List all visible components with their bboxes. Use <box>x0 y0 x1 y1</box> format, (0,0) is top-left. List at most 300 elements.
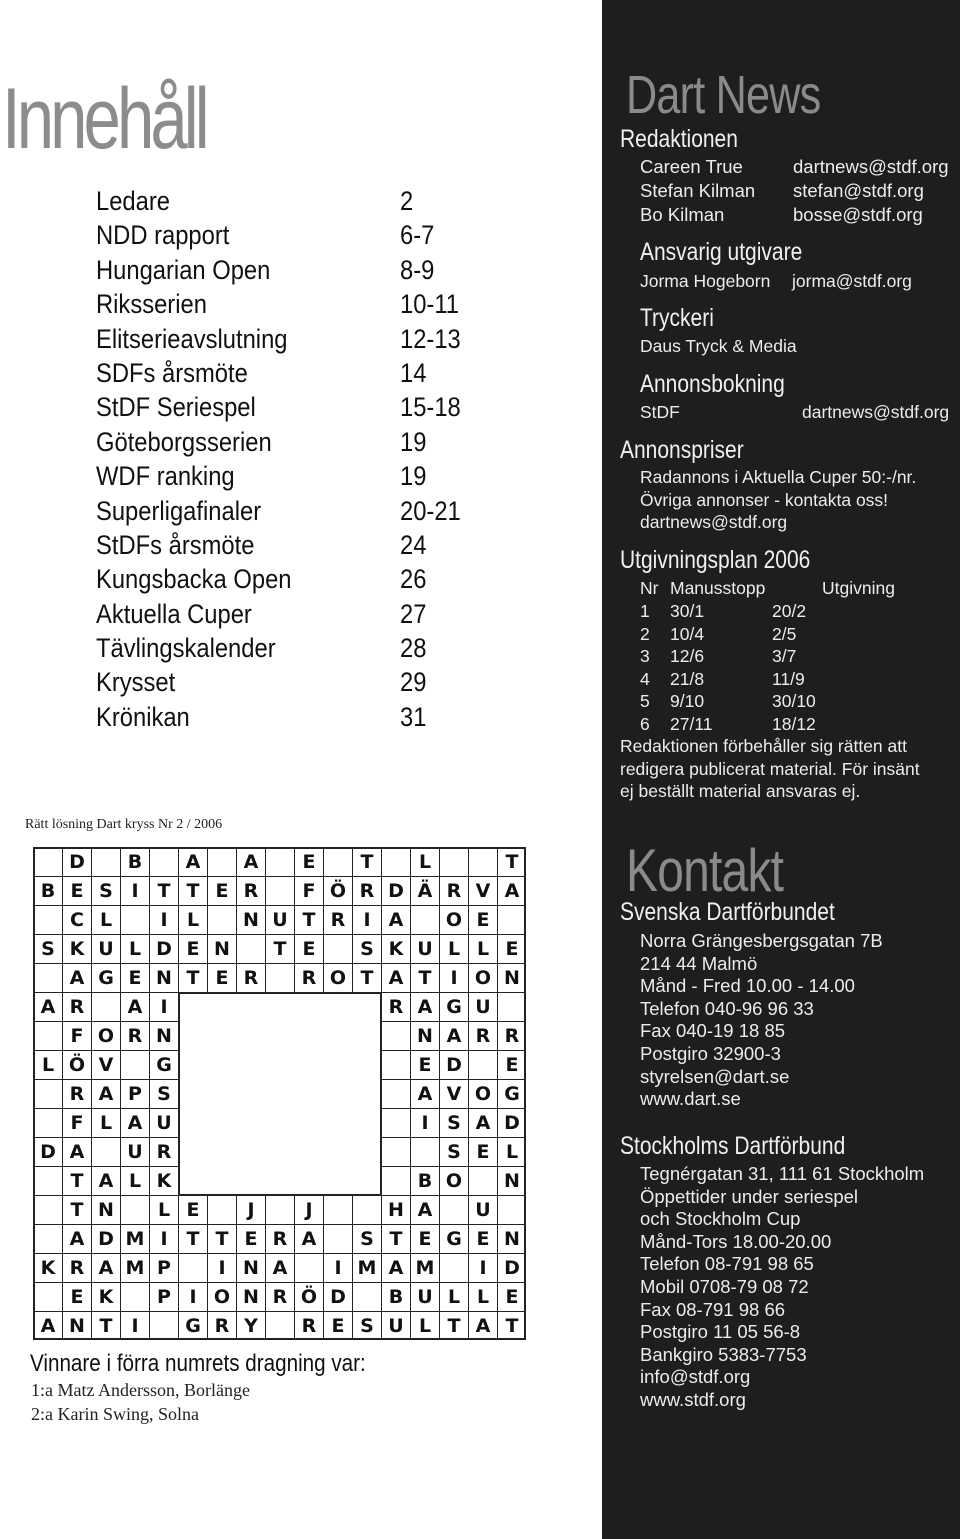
crossword-cell: I <box>178 1282 207 1311</box>
crossword-cell <box>120 1050 149 1079</box>
crossword-cell: I <box>323 1253 352 1282</box>
price-email[interactable]: dartnews@stdf.org <box>640 512 788 532</box>
crossword-cell: G <box>149 1050 178 1079</box>
contact-line: Månd-Tors 18.00-20.00 <box>640 1230 832 1252</box>
crossword-cell <box>149 847 178 876</box>
crossword-cell: S <box>439 1108 468 1137</box>
crossword-cell: A <box>381 905 410 934</box>
crossword-cell: L <box>410 847 439 876</box>
crossword-cell: K <box>381 934 410 963</box>
crossword-cell <box>381 1137 410 1166</box>
crossword-cell: M <box>120 1253 149 1282</box>
crossword-cell: D <box>381 876 410 905</box>
toc-entry-title: Krönikan <box>96 701 190 732</box>
toc-entry-title: WDF ranking <box>96 461 235 492</box>
crossword-cell: U <box>410 934 439 963</box>
crossword-cell: L <box>120 1166 149 1195</box>
crossword-cell: L <box>439 934 468 963</box>
crossword-cell: A <box>178 847 207 876</box>
crossword-cell: V <box>468 876 497 905</box>
crossword-cell: U <box>149 1108 178 1137</box>
crossword-cell: H <box>381 1195 410 1224</box>
crossword-cell: N <box>497 963 526 992</box>
crossword-cell <box>323 1195 352 1224</box>
crossword-cell: A <box>120 1108 149 1137</box>
crossword-cell: G <box>439 992 468 1021</box>
crossword-cell <box>178 1253 207 1282</box>
crossword-cell: Y <box>236 1311 265 1340</box>
crossword-cell <box>265 876 294 905</box>
annonsbokning-heading: Annonsbokning <box>640 370 785 398</box>
crossword-cell: R <box>468 1021 497 1050</box>
crossword-cell: Ö <box>294 1282 323 1311</box>
crossword-cell: K <box>91 1282 120 1311</box>
crossword-cell: Ö <box>323 876 352 905</box>
crossword-cell: L <box>91 1108 120 1137</box>
toc-entry-page: 6-7 <box>400 220 435 251</box>
crossword-cell <box>439 847 468 876</box>
toc-entry-page: 12-13 <box>400 323 461 354</box>
crossword-cell: Ä <box>410 876 439 905</box>
crossword-cell: E <box>62 876 91 905</box>
crossword-cell: A <box>439 1021 468 1050</box>
crossword-cell <box>439 1253 468 1282</box>
crossword-cell: R <box>62 1253 91 1282</box>
contact-line: Tegnérgatan 31, 111 61 Stockholm <box>640 1163 925 1184</box>
editor-email[interactable]: bosse@stdf.org <box>793 204 923 225</box>
crossword-cell <box>410 905 439 934</box>
crossword-cell <box>207 847 236 876</box>
crossword-cell <box>468 847 497 876</box>
plan-cell: 30/10 <box>772 691 816 712</box>
crossword-cell: A <box>236 847 265 876</box>
toc-entry-page: 26 <box>400 564 427 595</box>
crossword-cell <box>497 1195 526 1224</box>
toc-entry-page: 28 <box>400 633 427 664</box>
utgivningsplan-heading: Utgivningsplan 2006 <box>620 546 811 574</box>
crossword-cell: Ö <box>62 1050 91 1079</box>
crossword-cell: T <box>352 963 381 992</box>
crossword-cell: D <box>91 1224 120 1253</box>
price-line: Radannons i Aktuella Cuper 50:-/nr. <box>640 467 917 487</box>
plan-cell: 9/10 <box>670 691 705 712</box>
contact-link[interactable]: info@stdf.org <box>640 1366 751 1388</box>
contact-line: Fax 040-19 18 85 <box>640 1020 786 1042</box>
crossword-cell: L <box>468 1282 497 1311</box>
crossword-cell: S <box>149 1079 178 1108</box>
winners-title: Vinnare i förra numrets dragning var: <box>30 1350 366 1377</box>
crossword-cell: A <box>120 992 149 1021</box>
plan-note: Redaktionen förbehåller sig rätten att <box>620 736 907 756</box>
crossword-cell <box>33 1079 62 1108</box>
crossword-cell: D <box>62 847 91 876</box>
crossword-cell: E <box>468 905 497 934</box>
crossword-cell: T <box>410 963 439 992</box>
crossword-cell: J <box>236 1195 265 1224</box>
crossword-cell: A <box>91 1253 120 1282</box>
crossword-cell: A <box>33 1311 62 1340</box>
crossword-cell: J <box>294 1195 323 1224</box>
winner-second: 2:a Karin Swing, Solna <box>31 1404 199 1424</box>
toc-entry-title: Kungsbacka Open <box>96 564 292 595</box>
crossword-cell: I <box>120 876 149 905</box>
crossword-cell <box>381 1079 410 1108</box>
plan-cell: 5 <box>640 691 650 712</box>
plan-cell: 12/6 <box>670 646 705 667</box>
crossword-cell: U <box>468 1195 497 1224</box>
crossword-cell: V <box>91 1050 120 1079</box>
crossword-cell: D <box>497 1108 526 1137</box>
crossword-cell: G <box>497 1079 526 1108</box>
plan-note: ej beställt material ansvaras ej. <box>620 781 861 801</box>
crossword-cell: P <box>149 1282 178 1311</box>
toc-entry-page: 8-9 <box>400 254 435 285</box>
crossword-cell: S <box>439 1137 468 1166</box>
crossword-cell: E <box>497 1282 526 1311</box>
plan-cell: 2 <box>640 623 650 644</box>
crossword-cell: K <box>33 1253 62 1282</box>
crossword-cell: N <box>91 1195 120 1224</box>
crossword-cell: N <box>62 1311 91 1340</box>
contact-line: Fax 08-791 98 66 <box>640 1298 786 1320</box>
crossword-cell <box>265 1195 294 1224</box>
crossword-cell: A <box>91 1079 120 1108</box>
crossword-cell: O <box>91 1021 120 1050</box>
plan-cell: 11/9 <box>772 668 805 689</box>
contact-line: Bankgiro 5383-7753 <box>640 1343 807 1365</box>
crossword-cell: A <box>62 963 91 992</box>
crossword-cell: R <box>149 1137 178 1166</box>
crossword-cell: R <box>62 1079 91 1108</box>
crossword-cell: R <box>120 1021 149 1050</box>
toc-entry-title: Riksserien <box>96 289 207 320</box>
booking-name: StDF <box>640 402 680 422</box>
plan-cell: 1 <box>640 601 650 621</box>
crossword-cell: T <box>381 1224 410 1253</box>
crossword-cell: O <box>207 1282 236 1311</box>
plan-col-nr: Nr <box>640 578 659 598</box>
crossword-cell: N <box>149 1021 178 1050</box>
crossword-cell <box>33 1195 62 1224</box>
crossword-cell <box>497 905 526 934</box>
crossword-cell: E <box>120 963 149 992</box>
crossword-cell: O <box>468 1079 497 1108</box>
toc-entry-title: StDF Seriespel <box>96 392 256 423</box>
crossword-cell <box>294 1253 323 1282</box>
toc-entry-title: StDFs årsmöte <box>96 529 255 560</box>
crossword-cell: I <box>120 1311 149 1340</box>
crossword-cell: L <box>497 1137 526 1166</box>
stdf-heading: Stockholms Dartförbund <box>620 1132 846 1160</box>
crossword-cell: F <box>294 876 323 905</box>
crossword-cell <box>91 992 120 1021</box>
crossword-cell <box>468 1166 497 1195</box>
contact-line: Telefon 08-791 98 65 <box>640 1253 814 1275</box>
toc-entry-title: NDD rapport <box>96 220 230 251</box>
info-column <box>602 0 960 1539</box>
toc-entry-page: 19 <box>400 426 427 457</box>
tryckeri-heading: Tryckeri <box>640 304 714 332</box>
plan-cell: 4 <box>640 668 650 689</box>
crossword-cell: A <box>468 1311 497 1340</box>
toc-entry-page: 10-11 <box>400 289 460 320</box>
crossword-cell: S <box>352 934 381 963</box>
contact-line: 214 44 Malmö <box>640 952 758 974</box>
crossword-cell: R <box>323 905 352 934</box>
editor-name: Careen True <box>640 156 743 177</box>
crossword-cell: R <box>294 1311 323 1340</box>
crossword-cell <box>410 1137 439 1166</box>
crossword-cell: P <box>149 1253 178 1282</box>
crossword-cell <box>468 1050 497 1079</box>
toc-entry-title: Aktuella Cuper <box>96 598 252 629</box>
crossword-cell: T <box>497 847 526 876</box>
crossword-cell: M <box>120 1224 149 1253</box>
crossword-cell: E <box>207 963 236 992</box>
crossword-cell: L <box>178 905 207 934</box>
crossword-cell <box>381 1108 410 1137</box>
crossword-cell: R <box>497 1021 526 1050</box>
crossword-cell <box>120 1282 149 1311</box>
editor-name: Bo Kilman <box>640 204 725 225</box>
plan-note: redigera publicerat material. För insänt <box>620 759 920 779</box>
contact-line: och Stockholm Cup <box>640 1208 801 1230</box>
crossword-cell: R <box>265 1282 294 1311</box>
crossword-cell <box>91 1137 120 1166</box>
contents-heading: Innehåll <box>2 71 206 167</box>
crossword-cell: B <box>120 847 149 876</box>
crossword-cell: I <box>352 905 381 934</box>
annonspriser-heading: Annonspriser <box>620 436 744 464</box>
crossword-cell: N <box>236 1282 265 1311</box>
crossword-cell: N <box>497 1224 526 1253</box>
toc-entry-page: 31 <box>400 701 427 732</box>
crossword-cell: O <box>323 963 352 992</box>
contact-line: Telefon 040-96 96 33 <box>640 997 814 1019</box>
crossword-cell: I <box>149 1224 178 1253</box>
crossword-cell: O <box>439 1166 468 1195</box>
crossword-cell <box>323 1224 352 1253</box>
plan-cell: 27/11 <box>670 714 713 734</box>
toc-entry-title: Hungarian Open <box>96 254 271 285</box>
toc-entry-title: Elitserieavslutning <box>96 323 288 354</box>
crossword-cell: V <box>439 1079 468 1108</box>
crossword-cell: N <box>410 1021 439 1050</box>
crossword-cell: A <box>410 1195 439 1224</box>
crossword-cell: K <box>149 1166 178 1195</box>
crossword-cell: I <box>149 992 178 1021</box>
crossword-cell <box>33 1224 62 1253</box>
crossword-cell: N <box>149 963 178 992</box>
crossword-cell: T <box>352 847 381 876</box>
crossword-cell: R <box>265 1224 294 1253</box>
crossword-cell: S <box>352 1224 381 1253</box>
crossword-cell <box>207 905 236 934</box>
crossword-cell: E <box>207 876 236 905</box>
editor-email[interactable]: dartnews@stdf.org <box>793 156 949 177</box>
crossword-cell: A <box>33 992 62 1021</box>
crossword-cell: A <box>62 1224 91 1253</box>
crossword-cell: E <box>497 934 526 963</box>
crossword-cell: A <box>381 963 410 992</box>
crossword-cell: E <box>178 934 207 963</box>
booking-email[interactable]: dartnews@stdf.org <box>802 402 950 422</box>
crossword-cell: E <box>178 1195 207 1224</box>
crossword-cell: E <box>468 1137 497 1166</box>
crossword-cell: E <box>410 1224 439 1253</box>
crossword-cell: G <box>439 1224 468 1253</box>
crossword-cell: S <box>352 1311 381 1340</box>
crossword-cell <box>265 1311 294 1340</box>
plan-cell: 6 <box>640 714 650 734</box>
crossword-cell <box>91 847 120 876</box>
crossword-cell: G <box>178 1311 207 1340</box>
contact-line: Mobil 0708-79 08 72 <box>640 1276 809 1297</box>
crossword-cell: U <box>91 934 120 963</box>
crossword-cell <box>207 1195 236 1224</box>
toc-entry-page: 14 <box>400 357 427 388</box>
toc-entry-page: 20-21 <box>400 495 461 526</box>
toc-entry-page: 19 <box>400 461 427 492</box>
crossword-cell: D <box>323 1282 352 1311</box>
crossword-cell <box>265 847 294 876</box>
crossword-cell: T <box>178 963 207 992</box>
plan-cell: 21/8 <box>670 668 705 689</box>
contact-line: Norra Grängesbergsgatan 7B <box>640 930 883 951</box>
contact-line: Månd - Fred 10.00 - 14.00 <box>640 975 855 997</box>
toc-entry-title: Superligafinaler <box>96 495 262 526</box>
crossword-cell <box>381 1050 410 1079</box>
crossword-cell: O <box>439 905 468 934</box>
crossword-cell: T <box>294 905 323 934</box>
crossword-cell: A <box>410 992 439 1021</box>
crossword-cell: S <box>33 934 62 963</box>
crossword-cell: P <box>120 1079 149 1108</box>
crossword-cell: D <box>33 1137 62 1166</box>
publisher-name: Jorma Hogeborn <box>640 271 771 291</box>
kontakt-title: Kontakt <box>626 837 784 904</box>
crossword-cell: E <box>294 934 323 963</box>
crossword-cell: K <box>62 934 91 963</box>
crossword-cell: U <box>468 992 497 1021</box>
crossword-cell: T <box>178 876 207 905</box>
crossword-cell: S <box>91 876 120 905</box>
toc-entry-title: Tävlingskalender <box>96 633 276 664</box>
crossword-cell: R <box>439 876 468 905</box>
contact-line: Postgiro 32900-3 <box>640 1043 781 1064</box>
crossword-cell: B <box>33 876 62 905</box>
crossword-cell: E <box>236 1224 265 1253</box>
crossword-cell <box>33 1021 62 1050</box>
crossword-cell: L <box>410 1311 439 1340</box>
editor-name: Stefan Kilman <box>640 180 756 201</box>
crossword-cell: D <box>439 1050 468 1079</box>
crossword-cell <box>149 1311 178 1340</box>
crossword-cell: I <box>410 1108 439 1137</box>
contact-link[interactable]: styrelsen@dart.se <box>640 1065 790 1087</box>
crossword-cell: N <box>236 1253 265 1282</box>
crossword-cell: N <box>207 934 236 963</box>
crossword-cell: E <box>62 1282 91 1311</box>
crossword-cell: C <box>62 905 91 934</box>
crossword-cell: N <box>497 1166 526 1195</box>
crossword-cell: R <box>294 963 323 992</box>
editor-email[interactable]: stefan@stdf.org <box>793 180 924 201</box>
crossword-cell <box>33 1282 62 1311</box>
contact-line: Öppettider under seriespel <box>640 1185 859 1207</box>
crossword-cell <box>33 905 62 934</box>
crossword-cell <box>33 963 62 992</box>
crossword-cell: A <box>410 1079 439 1108</box>
crossword-cell <box>236 934 265 963</box>
crossword-cell: B <box>381 1282 410 1311</box>
crossword-cell: B <box>410 1166 439 1195</box>
redaktionen-heading: Redaktionen <box>620 125 738 153</box>
contact-line: Postgiro 11 05 56-8 <box>640 1321 801 1343</box>
crossword-cell <box>120 1195 149 1224</box>
crossword-cell: R <box>62 992 91 1021</box>
publisher-email[interactable]: jorma@stdf.org <box>792 271 912 291</box>
crossword-cell: E <box>323 1311 352 1340</box>
crossword-cell: F <box>62 1108 91 1137</box>
sdf-heading: Svenska Dartförbundet <box>620 898 835 926</box>
toc-entry-title: Ledare <box>96 186 170 216</box>
crossword-cell: E <box>468 1224 497 1253</box>
crossword-cell: L <box>120 934 149 963</box>
toc-entry-page: 15-18 <box>400 392 461 423</box>
plan-col-manusstopp: Manusstopp <box>670 578 766 598</box>
crossword-cell: A <box>468 1108 497 1137</box>
crossword-cell: A <box>265 1253 294 1282</box>
plan-cell: 10/4 <box>670 623 705 644</box>
crossword-caption: Rätt lösning Dart kryss Nr 2 / 2006 <box>25 817 223 832</box>
crossword-cell: O <box>468 963 497 992</box>
plan-cell: 2/5 <box>772 623 797 644</box>
crossword-cell: I <box>149 905 178 934</box>
crossword-cell <box>352 1282 381 1311</box>
crossword-cell <box>120 905 149 934</box>
crossword-cell: E <box>410 1050 439 1079</box>
crossword-cell: L <box>468 934 497 963</box>
crossword-cell: A <box>497 876 526 905</box>
toc-entry-page: 24 <box>400 529 427 560</box>
crossword-cell: N <box>236 905 265 934</box>
contact-link[interactable]: www.dart.se <box>640 1088 741 1110</box>
crossword-cell <box>323 934 352 963</box>
crossword-cell: M <box>352 1253 381 1282</box>
printer-name: Daus Tryck & Media <box>640 336 797 356</box>
crossword-cell <box>323 847 352 876</box>
crossword-cell: R <box>352 876 381 905</box>
toc-entry-page: 27 <box>400 598 427 629</box>
crossword-cell: T <box>207 1224 236 1253</box>
crossword-cell <box>352 1195 381 1224</box>
crossword-cell: T <box>265 934 294 963</box>
crossword-cell: E <box>497 1050 526 1079</box>
plan-cell: 20/2 <box>772 601 807 621</box>
crossword-cell: R <box>207 1311 236 1340</box>
crossword-cell: T <box>178 1224 207 1253</box>
plan-cell: 3 <box>640 646 650 667</box>
crossword-cell: U <box>410 1282 439 1311</box>
crossword-cell: R <box>381 992 410 1021</box>
plan-cell: 18/12 <box>772 714 816 734</box>
crossword-cell: T <box>62 1166 91 1195</box>
crossword-cell: I <box>207 1253 236 1282</box>
contact-link[interactable]: www.stdf.org <box>640 1389 746 1410</box>
winner-first: 1:a Matz Andersson, Borlänge <box>31 1380 250 1400</box>
toc-entry-page: 29 <box>400 667 427 698</box>
